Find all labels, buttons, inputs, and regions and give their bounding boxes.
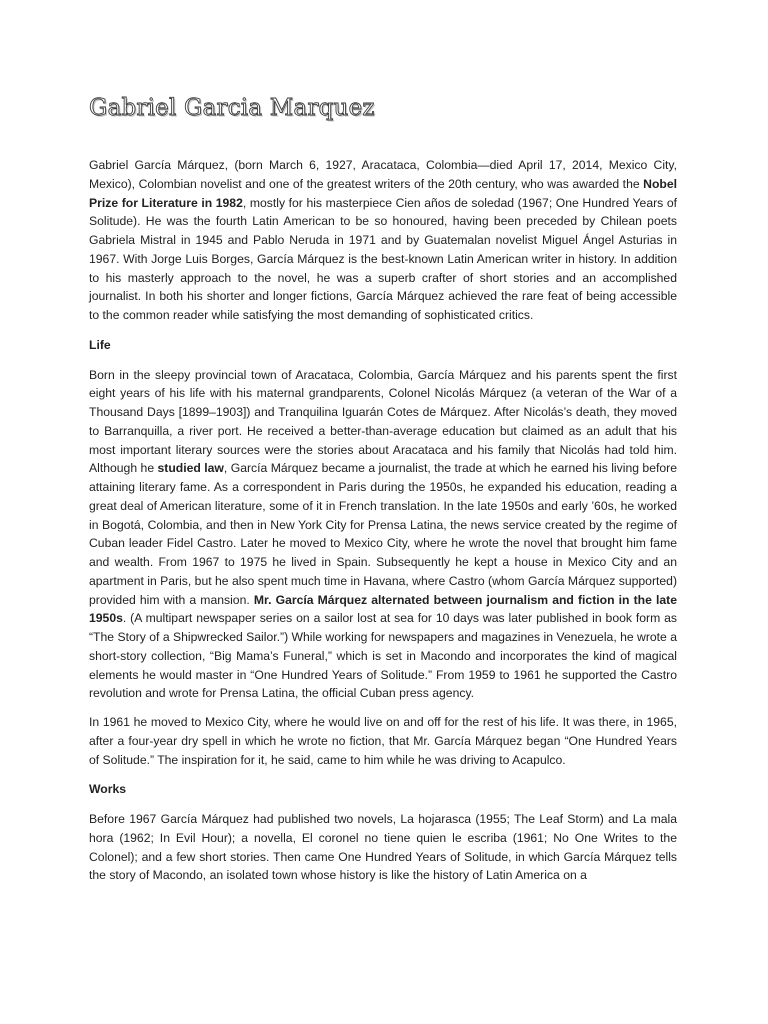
life-p1-bold-law: studied law xyxy=(157,461,224,476)
life-p1-text-1: Born in the sleepy provincial town of Aracataca, Colombia, García Márquez and his parents spent the first eight years of his life with his maternal grandparents, Colonel Nicolás Márquez (a veteran of the War of a Thousand Days [1899–1903]) and Tranquilina Iguarán Cotes de Márquez. After Nicolás’s death, they moved to Barranquilla, a river port. He received a better-than-average education but claimed as an adult that his most important literary sources were the stories about Aracataca and his family that Nicolás had told him. Although he xyxy=(89,367,677,476)
life-paragraph-2: In 1961 he moved to Mexico City, where he would live on and off for the rest of his life. It was there, in 1965, after a four-year dry spell in which he wrote no fiction, that Mr. García Márquez began “One Hundred Years of Solitude.” The inspiration for it, he said, came to him while he was driving to Acapulco. xyxy=(89,715,677,767)
life-paragraph-1 xyxy=(89,366,677,704)
intro-bold-nobel: Nobel Prize for Literature in 1982 xyxy=(89,176,677,210)
section-heading-works: Works xyxy=(89,782,127,797)
intro-text-1: Gabriel García Márquez, (born March 6, 1927, Aracataca, Colombia—died April 17, 2014, Mexico City, Mexico), Colombian novelist and one of the greatest writers of the 20th century, who was awarded the xyxy=(89,158,677,191)
intro-text-2: , mostly for his masterpiece Cien años de soledad (1967; One Hundred Years of Solitude). He was the fourth Latin American to be so honoured, having been preceded by Chilean poets Gabriela Mistral in 1945 and Pablo Neruda in 1971 and by Guatemalan novelist Miguel Ángel Asturias in 1967. With Jorge Luis Borges, García Márquez is the best-known Latin American writer in history. In addition to his masterly approach to the novel, he was a superb crafter of short stories and an accomplished journalist. In both his shorter and longer fictions, García Márquez achieved the rare feat of being accessible to the common reader while satisfying the most demanding of sophisticated critics. xyxy=(89,195,677,322)
intro-paragraph xyxy=(89,156,677,325)
life-p1-bold-journalism: Mr. García Márquez alternated between journalism and fiction in the late 1950s xyxy=(89,592,677,626)
life-p1-text-2: , García Márquez became a journalist, the trade at which he earned his living before attaining literary fame. As a correspondent in Paris during the 1950s, he expanded his education, reading a great deal of American literature, some of it in French translation. In the late 1950s and early ’60s, he worked in Bogotá, Colombia, and then in New York City for Prensa Latina, the news service created by the regime of Cuban leader Fidel Castro. Later he moved to Mexico City, where he wrote the novel that brought him fame and wealth. From 1967 to 1975 he lived in Spain. Subsequently he kept a house in Mexico City and an apartment in Paris, but he also spent much time in Havana, where Castro (whom García Márquez supported) provided him with a mansion. xyxy=(89,461,677,607)
life-p1-text-3: . (A multipart newspaper series on a sailor lost at sea for 10 days was later published in book form as “The Story of a Shipwrecked Sailor.”) While working for newspapers and magazines in Venezuela, he wrote a short-story collection, “Big Mama’s Funeral,” which is set in Macondo and incorporates the kind of magical elements he would master in “One Hundred Years of Solitude.” From 1959 to 1961 he supported the Castro revolution and wrote for Prensa Latina, the official Cuban press agency. xyxy=(89,611,678,701)
document-title: Gabriel Garcia Marquez xyxy=(89,95,375,121)
document-page xyxy=(89,0,677,885)
section-heading-life: Life xyxy=(89,337,111,352)
works-paragraph-1: Before 1967 García Márquez had published two novels, La hojarasca (1955; The Leaf Storm) and La mala hora (1962; In Evil Hour); a novella, El coronel no tiene quien le escriba (1961; No One Writes to the Colonel); and a few short stories. Then came One Hundred Years of Solitude, in which García Márquez tells the story of Macondo, an isolated town whose history is like the history of Latin America on a xyxy=(89,812,677,883)
